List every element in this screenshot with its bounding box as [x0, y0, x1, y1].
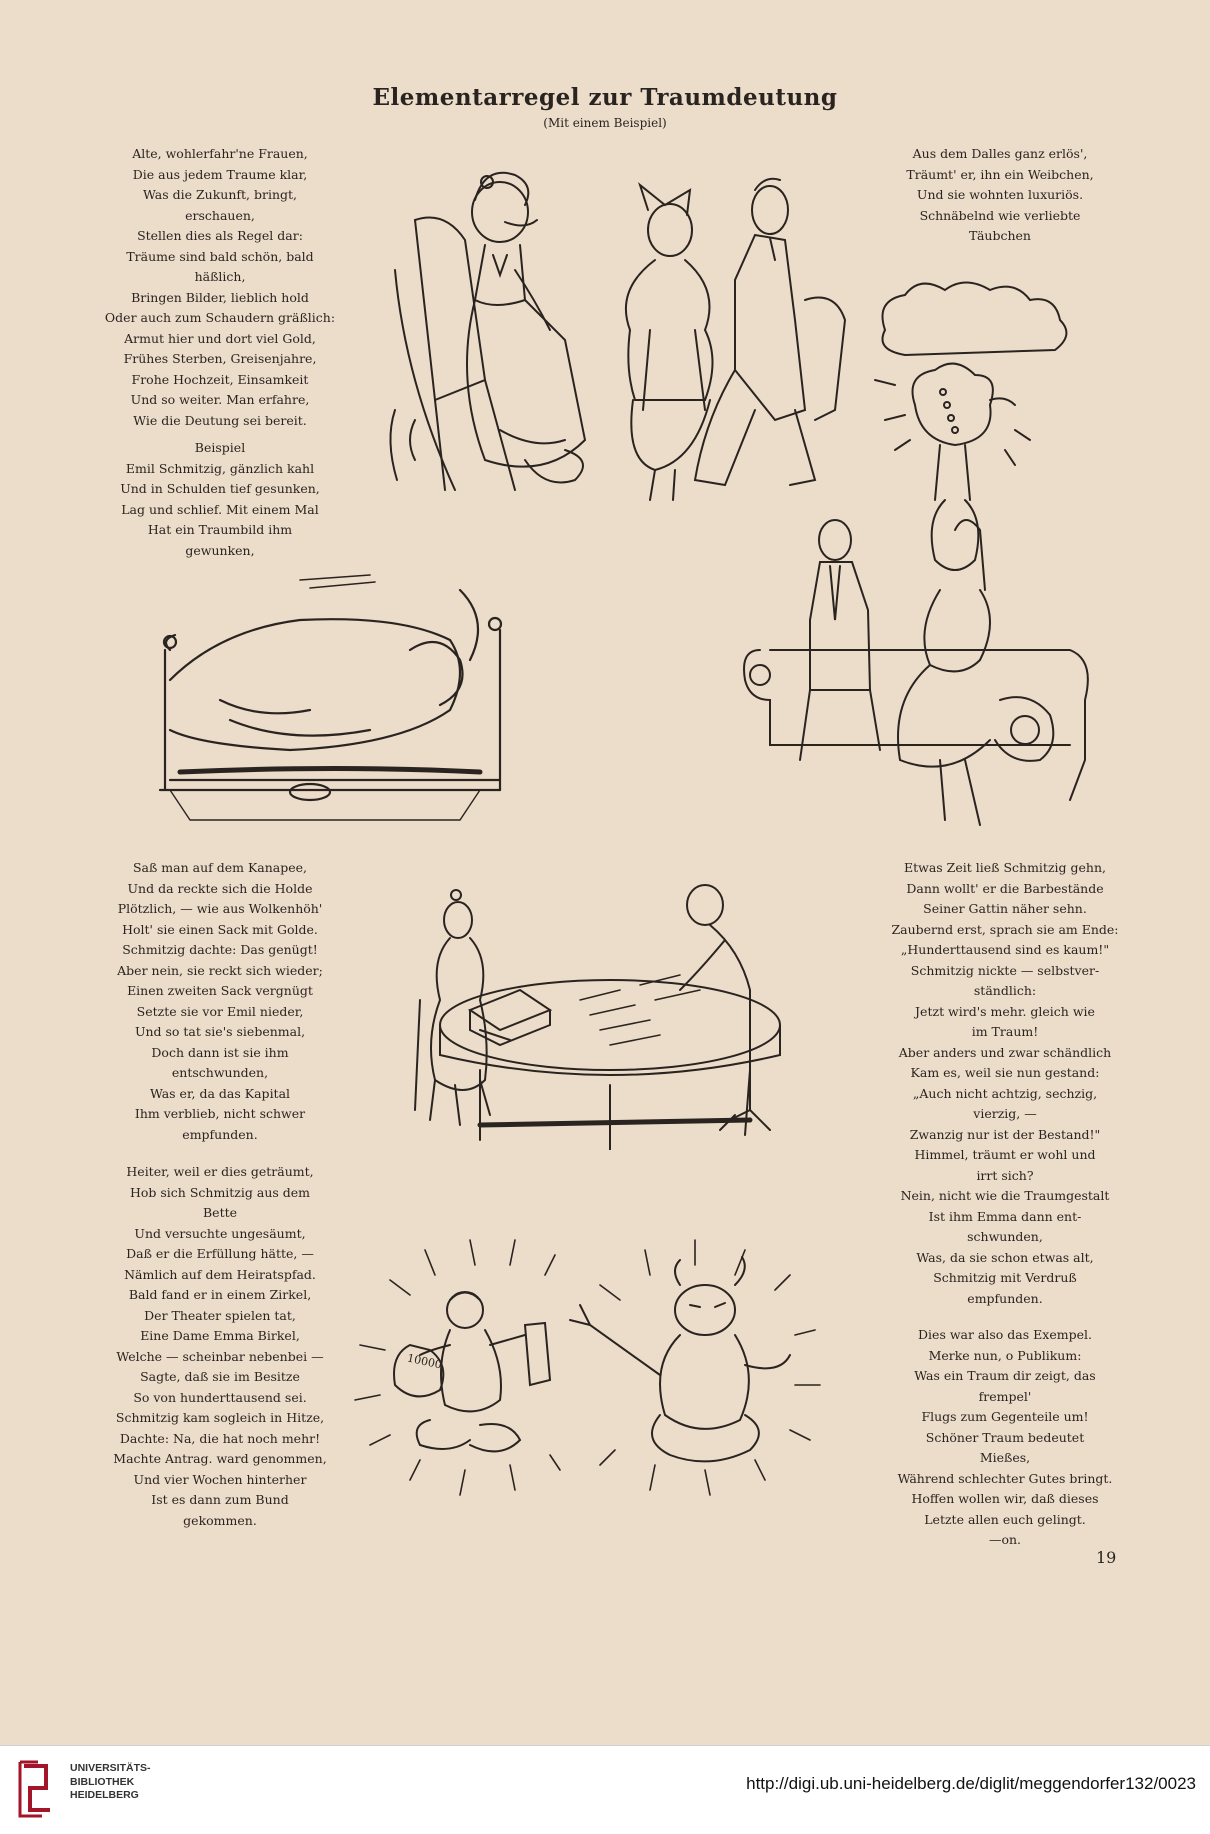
poem-line: Holt' sie einen Sack mit Golde.: [122, 921, 318, 937]
poem-line: Zwanzig nur ist der Bestand!": [909, 1126, 1101, 1142]
poem-line: Dachte: Na, die hat noch mehr!: [119, 1430, 321, 1446]
page-title: Elementarregel zur Traumdeutung: [372, 84, 838, 111]
illustration-sleeping-man: [140, 560, 540, 830]
poem-line: Saß man auf dem Kanapee,: [132, 860, 308, 875]
poem-line: Hoffen wollen wir, daß dieses: [911, 1491, 1099, 1506]
poem-line: Nein, nicht wie die Traumgestalt: [900, 1188, 1110, 1203]
illustration-counting-table: [410, 880, 830, 1150]
poem-line: Bette: [202, 1205, 238, 1220]
poem-line: Mießes,: [979, 1450, 1031, 1465]
poem-line: Und so tat sie's siebenmal,: [134, 1024, 306, 1039]
page-subtitle: (Mit einem Beispiel): [543, 116, 667, 130]
university-logo-icon[interactable]: [16, 1758, 58, 1822]
poem-line: Schnäbelnd wie verliebte: [919, 207, 1081, 223]
poem-line: Und sie wohnten luxuriös.: [916, 187, 1084, 202]
poem-line: im Traum!: [971, 1024, 1039, 1039]
poem-line: vierzig, —: [973, 1106, 1037, 1121]
poem-line: Seiner Gattin näher sehn.: [923, 901, 1087, 916]
poem-line: Kam es, weil sie nun gestand:: [910, 1065, 1100, 1080]
poem-line: Schmitzig dachte: Das genügt!: [122, 942, 318, 957]
poem-line: Lag und schlief. Mit einem Mal: [121, 501, 319, 517]
poem-line: Frühes Sterben, Greisenjahre,: [123, 351, 317, 366]
poem-line: Beispiel: [194, 440, 246, 455]
poem-line: Frohe Hochzeit, Einsamkeit: [131, 371, 309, 387]
poem-stanza-counting: [880, 858, 1130, 1309]
poem-line: Schmitzig mit Verdruß: [933, 1270, 1077, 1285]
poem-stanza-dream: [880, 144, 1120, 247]
poem-line: —on.: [988, 1532, 1022, 1547]
poem-line: Alte, wohlerfahr'ne Frauen,: [132, 146, 308, 161]
viewer-footer: [0, 1745, 1210, 1834]
poem-line: Aber nein, sie reckt sich wieder;: [117, 962, 323, 978]
poem-line: irrt sich?: [976, 1167, 1034, 1183]
poem-line: Setzte sie vor Emil nieder,: [136, 1003, 304, 1019]
poem-line: Machte Antrag. ward genommen,: [113, 1451, 327, 1466]
poem-line: häßlich,: [194, 269, 246, 284]
poem-line: Schmitzig nickte — selbstver-: [910, 962, 1100, 978]
poem-line: Träumt' er, ihn ein Weibchen,: [906, 166, 1094, 182]
poem-line: Oder auch zum Schaudern gräßlich:: [104, 310, 336, 325]
poem-stanza-intro: [100, 144, 340, 431]
poem-line: Merke nun, o Publikum:: [928, 1347, 1082, 1363]
poem-line: Himmel, träumt er wohl und: [914, 1147, 1096, 1162]
poem-line: Schmitzig kam sogleich in Hitze,: [115, 1410, 325, 1425]
source-url-link[interactable]: http://digi.ub.uni-heidelberg.de/diglit/meggendorfer132/0023: [746, 1774, 1196, 1793]
poem-line: Eine Dame Emma Birkel,: [140, 1328, 300, 1343]
poem-line: gewunken,: [185, 542, 255, 558]
poem-line: Flugs zum Gegenteile um!: [921, 1409, 1089, 1424]
poem-stanza-sofa: [100, 858, 340, 1145]
poem-line: Plötzlich, — wie aus Wolkenhöh': [117, 901, 323, 916]
poem-line: Sagte, daß sie im Besitze: [140, 1369, 300, 1384]
poem-line: Ihm verblieb, nicht schwer: [134, 1106, 306, 1121]
poem-line: Heiter, weil er dies geträumt,: [126, 1164, 314, 1179]
poem-line: Bringen Bilder, lieblich hold: [131, 289, 309, 305]
poem-line: Ist ihm Emma dann ent-: [928, 1208, 1082, 1224]
poem-line: Aus dem Dalles ganz erlös',: [912, 146, 1088, 161]
poem-line: Jetzt wird's mehr. gleich wie: [915, 1003, 1095, 1019]
poem-line: Was, da sie schon etwas alt,: [916, 1249, 1094, 1265]
poem-line: Armut hier und dort viel Gold,: [124, 330, 316, 346]
poem-line: Was ein Traum dir zeigt, das: [914, 1368, 1096, 1383]
library-name: UNIVERSITÄTS- BIBLIOTHEK HEIDELBERG: [70, 1762, 151, 1801]
poem-line: Dann wollt' er die Barbestände: [906, 880, 1104, 896]
poem-line: Emil Schmitzig, gänzlich kahl: [125, 460, 315, 476]
illustration-couple-sofa: [740, 500, 1105, 840]
poem-line: Die aus jedem Traume klar,: [132, 166, 308, 182]
poem-line: Letzte allen euch gelingt.: [924, 1511, 1086, 1527]
poem-line: Täubchen: [969, 228, 1031, 243]
poem-stanza-moral: [880, 1325, 1130, 1551]
poem-line: Daß er die Erfüllung hätte, —: [126, 1246, 314, 1261]
poem-line: Stellen dies als Regel dar:: [137, 228, 303, 243]
poem-line: Was er, da das Kapital: [149, 1085, 291, 1101]
poem-line: Ist es dann zum Bund: [151, 1492, 289, 1507]
poem-line: Dies war also das Exempel.: [918, 1327, 1092, 1342]
poem-line: Wie die Deutung sei bereit.: [133, 412, 307, 428]
poem-line: erschauen,: [185, 207, 255, 223]
poem-line: „Hunderttausend sind es kaum!": [900, 942, 1110, 957]
poem-line: Was die Zukunft, bringt,: [142, 187, 297, 202]
poem-line: „Auch nicht achtzig, sechzig,: [912, 1085, 1098, 1101]
poem-line: Und da reckte sich die Holde: [127, 880, 313, 896]
poem-line: Und so weiter. Man erfahre,: [130, 392, 310, 407]
poem-line: Bald fand er in einem Zirkel,: [128, 1287, 312, 1302]
poem-line: So von hunderttausend sei.: [133, 1389, 307, 1405]
poem-line: Einen zweiten Sack vergnügt: [127, 983, 313, 998]
poem-line: Zaubernd erst, sprach sie am Ende:: [891, 921, 1119, 937]
poem-line: Hob sich Schmitzig aus dem: [129, 1184, 311, 1200]
poem-line: Doch dann ist sie ihm: [151, 1044, 289, 1060]
poem-line: ständlich:: [973, 983, 1037, 998]
poem-line: schwunden,: [967, 1229, 1043, 1244]
poem-line: frempel': [978, 1388, 1032, 1404]
poem-line: gekommen.: [183, 1512, 257, 1528]
poem-line: empfunden.: [967, 1290, 1043, 1306]
poem-line: Und vier Wochen hinterher: [133, 1471, 307, 1487]
page-number: 19: [1096, 1548, 1117, 1567]
poem-line: Während schlechter Gutes bringt.: [897, 1470, 1113, 1486]
poem-line: Etwas Zeit ließ Schmitzig gehn,: [903, 860, 1106, 875]
poem-line: Aber anders und zwar schändlich: [898, 1044, 1112, 1060]
poem-line: Der Theater spielen tat,: [144, 1307, 296, 1323]
poem-stanza-marriage: [90, 1162, 350, 1531]
poem-line: empfunden.: [182, 1126, 258, 1142]
poem-line: Und versuchte ungesäumt,: [134, 1225, 306, 1241]
illustration-fortune-teller: [375, 160, 865, 520]
poem-line: Hat ein Traumbild ihm: [147, 522, 293, 537]
poem-line: Nämlich auf dem Heiratspfad.: [124, 1266, 316, 1282]
poem-line: entschwunden,: [171, 1065, 269, 1080]
poem-line: Schöner Traum bedeutet: [925, 1429, 1085, 1445]
poem-line: Träume sind bald schön, bald: [126, 248, 314, 264]
poem-line: Welche — scheinbar nebenbei —: [116, 1348, 324, 1364]
poem-line: Und in Schulden tief gesunken,: [120, 481, 320, 496]
poem-stanza-example: [100, 438, 340, 561]
sack-label: 10000: [406, 1351, 443, 1372]
